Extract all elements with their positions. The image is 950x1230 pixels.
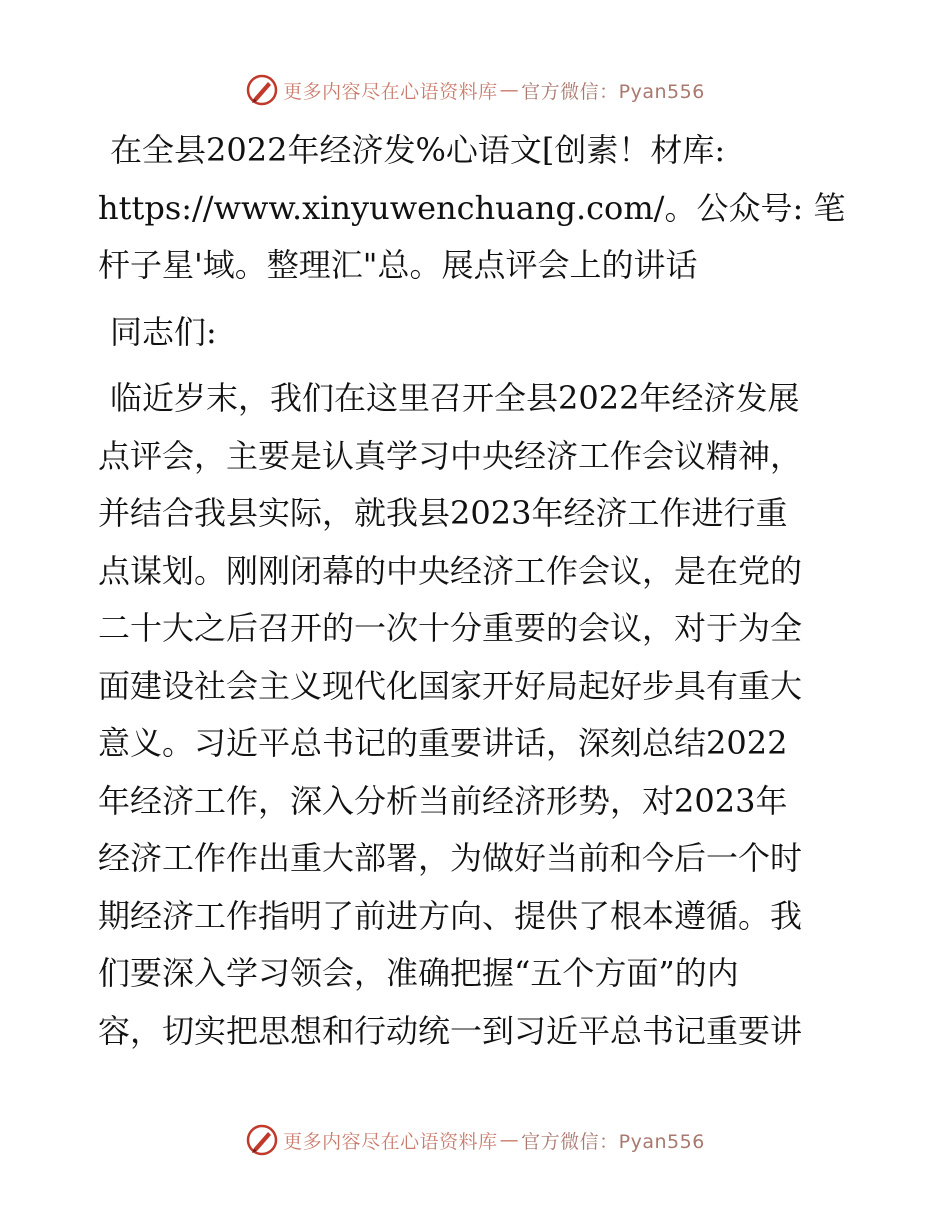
- body-line: 二十大之后召开的一次十分重要的会议，对于为全: [98, 609, 803, 647]
- watermark-footer: [0, 1120, 950, 1160]
- body-line: 期经济工作指明了前进方向、提供了根本遵循。我: [98, 896, 803, 935]
- watermark-separator: —: [499, 79, 520, 101]
- body-line: 点谋划。刚刚闭幕的中央经济工作会议，是在党的: [98, 551, 803, 590]
- greeting-line: 同志们:: [110, 312, 217, 351]
- body-line: 临近岁末，我们在这里召开全县2022年经济发展: [110, 379, 800, 417]
- watermark-separator: —: [499, 1129, 520, 1151]
- watermark-text: 更多内容尽在心语资料库: [283, 1130, 498, 1153]
- body-line: 面建设社会主义现代化国家开好局起好步具有重大: [98, 666, 803, 705]
- document-title: [98, 122, 858, 295]
- body-line: 们要深入学习领会，准确把握“五个方面”的内: [98, 954, 739, 992]
- watermark-text: 更多内容尽在心语资料库: [283, 80, 498, 103]
- title-line: 在全县2022年经济发%心语文[创素！材库:: [110, 131, 726, 169]
- body-line: 年经济工作，深入分析当前经济形势，对2023年: [98, 781, 788, 820]
- watermark-header: [0, 70, 950, 110]
- watermark-wechat: 官方微信：Pyan556: [521, 80, 705, 103]
- greeting: [98, 304, 858, 362]
- pen-logo-icon: [245, 1123, 279, 1157]
- title-line: https://www.xinyuwenchuang.com/。公众号: 笔: [98, 188, 846, 227]
- body-line: 容，切实把思想和行动统一到习近平总书记重要讲: [98, 1011, 803, 1050]
- body-line: 经济工作作出重大部署，为做好当前和今后一个时: [98, 839, 803, 877]
- body-line: 并结合我县实际，就我县2023年经济工作进行重: [98, 494, 788, 532]
- body-line: 意义。习近平总书记的重要讲话，深刻总结2022: [98, 724, 788, 762]
- title-line: 杆子星'域。整理汇"总。展点评会上的讲话: [98, 246, 698, 284]
- body-line: 点评会，主要是认真学习中央经济工作会议精神，: [98, 436, 803, 475]
- body-paragraph: [98, 370, 858, 1060]
- pen-logo-icon: [245, 73, 279, 107]
- watermark-wechat: 官方微信：Pyan556: [521, 1130, 705, 1153]
- document-body: [98, 122, 858, 1060]
